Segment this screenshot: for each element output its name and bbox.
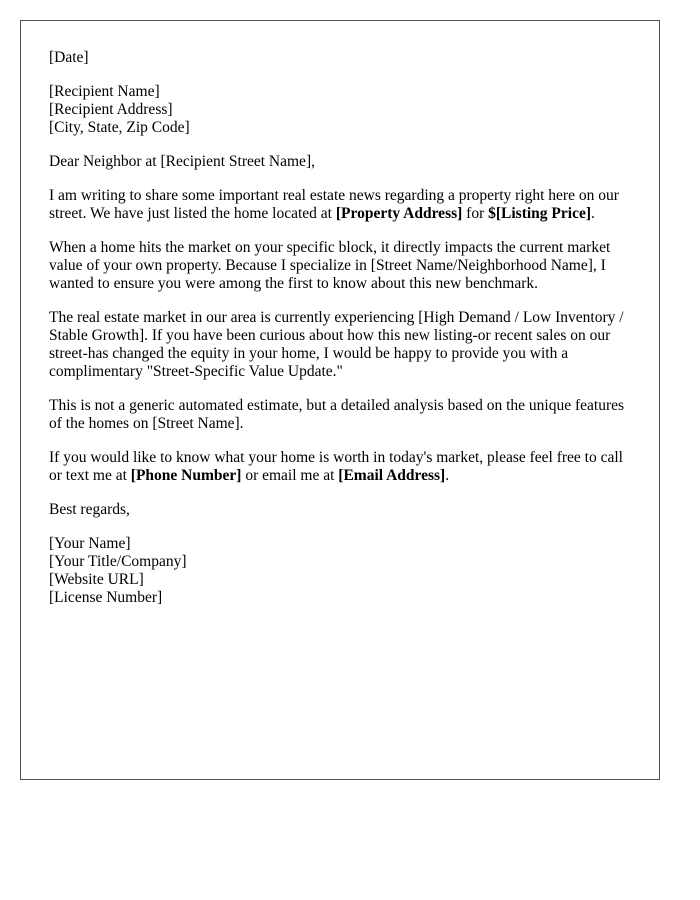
recipient-block [49, 83, 633, 137]
paragraph-text: . [445, 467, 450, 484]
paragraph-market-conditions: The real estate market in our area is currently experiencing [High Demand / Low Inventory / Stable Growth]. If you have been curious about how this new listing-or recent sales on our street-has changed the equity in your home, I would be happy to provide you with a complimentary "Street-Specific Value Update." [49, 309, 624, 380]
sender-website: [Website URL] [49, 571, 144, 588]
listing-price: $[Listing Price] [488, 205, 592, 222]
date: [Date] [49, 49, 89, 66]
sender-license: [License Number] [49, 589, 163, 606]
recipient-address: [Recipient Address] [49, 101, 173, 118]
phone-number: [Phone Number] [130, 467, 242, 484]
paragraph-text: or email me at [241, 467, 339, 484]
paragraph-analysis: This is not a generic automated estimate, but a detailed analysis based on the unique features of the homes on [Street Name]. [49, 397, 625, 432]
sender-title-company: [Your Title/Company] [49, 553, 187, 570]
paragraph-market-impact: When a home hits the market on your specific block, it directly impacts the current market value of your own property. Because I specialize in [Street Name/Neighborhood Name], I wanted to ensure you were among the first to know about this new benchmark. [49, 239, 611, 292]
letter-page [20, 20, 660, 780]
salutation: Dear Neighbor at [Recipient Street Name], [49, 153, 315, 170]
date-line [49, 49, 633, 67]
paragraph-text: If you would like to know what your home is worth in today's market, please feel free to call or text me at [49, 449, 623, 484]
paragraph-text: . [591, 205, 595, 222]
letter-body [49, 49, 633, 623]
property-address: [Property Address] [335, 205, 463, 222]
sender-name: [Your Name] [49, 535, 131, 552]
signature-block [49, 535, 633, 607]
paragraph-text: for [462, 205, 489, 222]
recipient-name: [Recipient Name] [49, 83, 160, 100]
closing: Best regards, [49, 501, 130, 518]
recipient-city-state-zip: [City, State, Zip Code] [49, 119, 190, 136]
paragraph-text: I am writing to share some important real estate news regarding a property right here on our street. We have just listed the home located at [49, 187, 619, 222]
email-address: [Email Address] [338, 467, 446, 484]
paragraph-contact [49, 449, 633, 485]
paragraph-listing-news [49, 187, 633, 223]
